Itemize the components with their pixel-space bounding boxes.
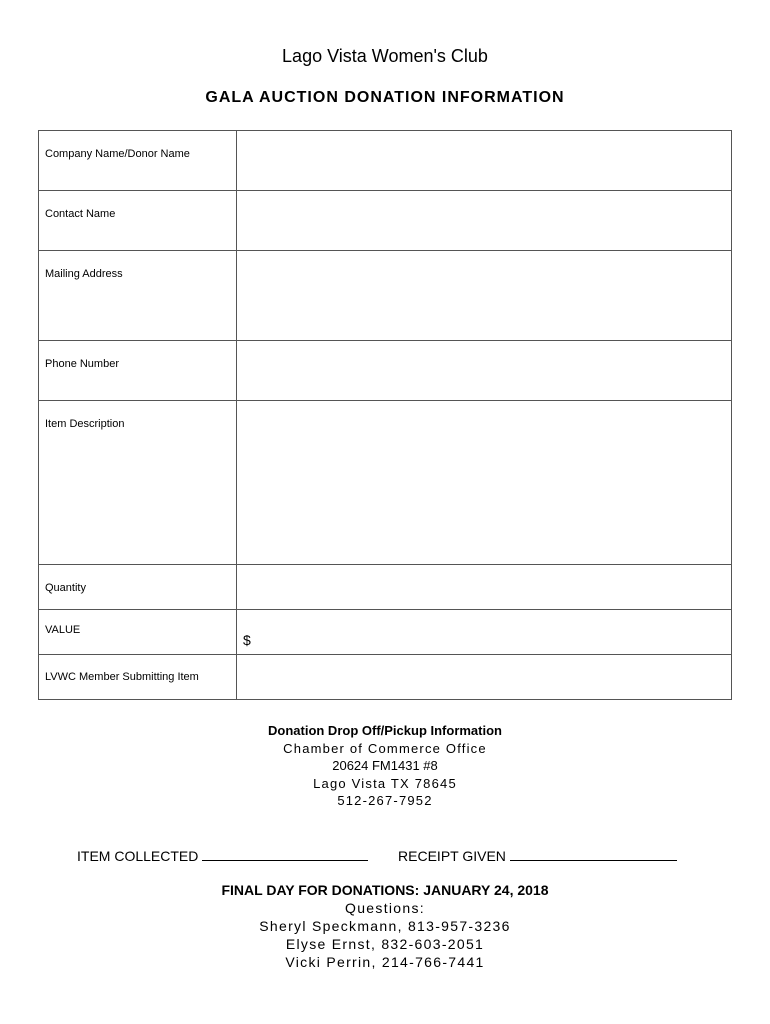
- quantity-field[interactable]: [237, 565, 732, 610]
- form-row-value: [39, 610, 732, 655]
- dropoff-location: Chamber of Commerce Office: [283, 740, 487, 756]
- form-row-phone: [39, 341, 732, 401]
- contact-name-field[interactable]: [237, 191, 732, 251]
- form-title: GALA AUCTION DONATION INFORMATION: [205, 89, 565, 106]
- member-submitting-label: LVWC Member Submitting Item: [39, 655, 237, 700]
- dropoff-heading: Donation Drop Off/Pickup Information: [268, 723, 502, 738]
- contact-line: Vicki Perrin, 214-766-7441: [285, 954, 485, 970]
- collection-row: [77, 846, 677, 864]
- company-name-label: Company Name/Donor Name: [39, 131, 237, 191]
- item-collected-label: ITEM COLLECTED: [77, 848, 199, 864]
- contact-line: Sheryl Speckmann, 813-957-3236: [259, 918, 511, 934]
- item-collected-line[interactable]: [202, 846, 368, 861]
- item-description-label: Item Description: [39, 401, 237, 565]
- value-label: VALUE: [39, 610, 237, 655]
- phone-number-field[interactable]: [237, 341, 732, 401]
- final-day-notice: FINAL DAY FOR DONATIONS: JANUARY 24, 2018: [221, 882, 549, 898]
- receipt-given-line[interactable]: [510, 846, 677, 861]
- form-row-description: [39, 401, 732, 565]
- footer: [0, 881, 770, 971]
- form-row-contact: [39, 191, 732, 251]
- value-field[interactable]: [237, 610, 732, 655]
- contact-line: Elyse Ernst, 832-603-2051: [285, 936, 485, 952]
- form-row-member: [39, 655, 732, 700]
- item-description-field[interactable]: [237, 401, 732, 565]
- quantity-label: Quantity: [39, 565, 237, 610]
- dropoff-phone: 512-267-7952: [337, 793, 433, 808]
- member-submitting-field[interactable]: [237, 655, 732, 700]
- mailing-address-field[interactable]: [237, 251, 732, 341]
- donation-form-table: [38, 130, 732, 700]
- form-row-quantity: [39, 565, 732, 610]
- dropoff-city: Lago Vista TX 78645: [313, 775, 457, 791]
- dollar-sign: $: [243, 632, 251, 648]
- dropoff-street: 20624 FM1431 #8: [332, 758, 438, 773]
- phone-number-label: Phone Number: [39, 341, 237, 401]
- questions-label: Questions:: [345, 900, 425, 916]
- org-name: Lago Vista Women's Club: [282, 46, 488, 66]
- dropoff-info: [0, 722, 770, 810]
- form-row-company: [39, 131, 732, 191]
- mailing-address-label: Mailing Address: [39, 251, 237, 341]
- company-name-field[interactable]: [237, 131, 732, 191]
- receipt-given-label: RECEIPT GIVEN: [398, 848, 506, 864]
- contact-name-label: Contact Name: [39, 191, 237, 251]
- form-row-address: [39, 251, 732, 341]
